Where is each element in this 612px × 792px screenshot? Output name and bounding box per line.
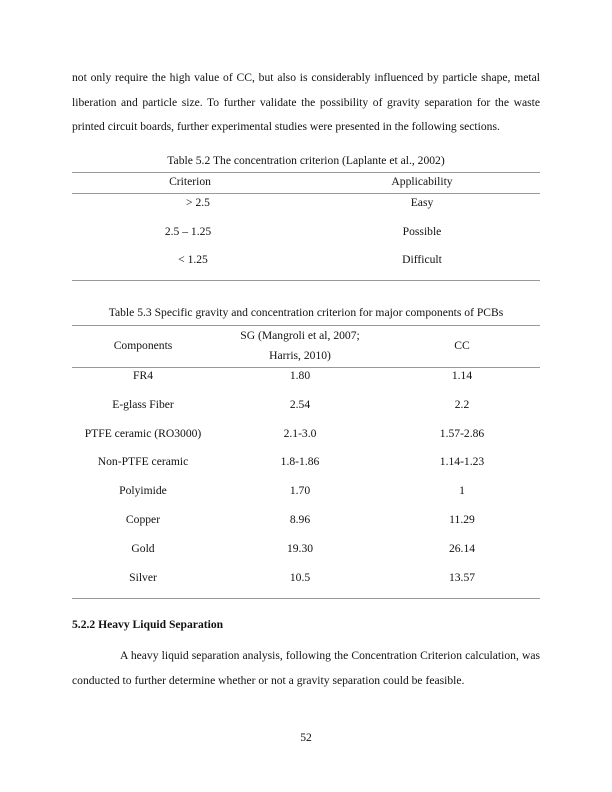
table-cell: FR4 [133, 369, 153, 382]
table-cell: 1.80 [289, 369, 311, 382]
table-cell: 2.54 [289, 397, 311, 411]
table-header: CC [454, 339, 470, 352]
table-rule [72, 172, 540, 173]
table-rule [72, 367, 540, 368]
table-cell: Easy [410, 196, 434, 209]
table-rule [72, 193, 540, 194]
table-cell: Difficult [402, 253, 442, 266]
table-cell: 1.14-1.23 [439, 455, 485, 469]
table-cell: 2.2 [454, 397, 470, 411]
table-cell: Non-PTFE ceramic [97, 455, 189, 469]
section-heading: 5.2.2 Heavy Liquid Separation [72, 618, 224, 631]
table-cell: 2.1-3.0 [283, 426, 317, 440]
table-cell: < 1.25 [178, 253, 208, 266]
table-header: Applicability [391, 175, 453, 188]
page-number: 52 [300, 731, 312, 744]
table-cell: 10.5 [289, 570, 311, 584]
table-cell: Copper [125, 513, 161, 526]
table-cell: Polyimide [119, 484, 167, 498]
table-cell: 8.96 [289, 513, 311, 526]
table-cell: 11.29 [449, 513, 475, 526]
table-rule [72, 598, 540, 599]
table-cell: 26.14 [448, 541, 476, 555]
table-cell: 1.70 [289, 484, 311, 498]
table-header: Criterion [169, 175, 211, 188]
table-rule [72, 280, 540, 281]
table-rule [72, 325, 540, 326]
table-cell: 1.14 [451, 369, 473, 382]
table-cell: E-glass Fiber [112, 397, 174, 411]
table-cell: 1.8-1.86 [280, 455, 320, 469]
table-cell: > 2.5 [186, 196, 210, 209]
table-cell: Silver [129, 570, 157, 584]
table-cell: 1 [459, 484, 465, 498]
table-cell: Possible [402, 225, 442, 238]
section-paragraph: A heavy liquid separation analysis, following the Concentration Criterion calculation, was conducted to further determine whether or not a gravity separation could be feasible. [72, 649, 540, 687]
table-cell: 2.5 – 1.25 [164, 225, 212, 238]
table-cell: 1.57-2.86 [439, 426, 485, 440]
table-cell: PTFE ceramic (RO3000) [84, 426, 202, 440]
table-cell: 13.57 [448, 570, 476, 584]
table-5-3-caption: Table 5.3 Specific gravity and concentration criterion for major components of PCBs [108, 306, 504, 319]
table-header: Components [113, 339, 173, 352]
table-cell: Gold [131, 541, 155, 555]
table-5-2-caption: Table 5.2 The concentration criterion (Laplante et al., 2002) [167, 154, 445, 167]
table-header: SG (Mangroli et al, 2007; [240, 329, 360, 342]
intro-paragraph: not only require the high value of CC, but also is considerably influenced by particle shape, metal liberation and particle size. To further validate the possibility of gravity separation for the waste printed circuit boards, further experimental studies were presented in the following sections. [72, 71, 540, 133]
table-header: Harris, 2010) [269, 349, 331, 362]
table-cell: 19.30 [286, 541, 314, 555]
